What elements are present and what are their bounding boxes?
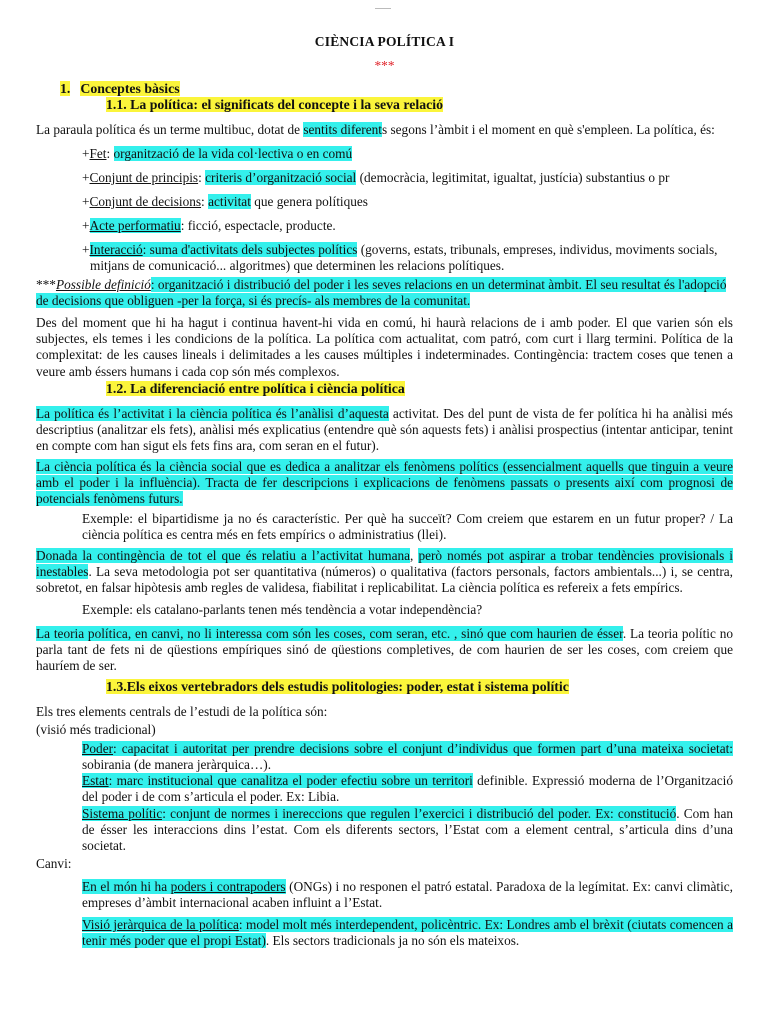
heading-1-1-text: La política: el significats del concepte i la seva relació [130,97,443,112]
item-visio-jerarquica: Visió jeràrquica de la política: model molt més interdependent, policèntric. Ex: Londres amb el brèxit (ciutats comencen a tenir més poder que el propi Estat). Els sectors tradicionals ja no són els mateixos. [82,917,733,949]
heading-section-1-2 [106,381,706,397]
item-estat: Estat: marc institucional que canalitza el poder efectiu sobre un territori definible. Expressió moderna de l’Organització del poder i de com s’articula el poder. Ex: Libia. [82,773,733,805]
heading-section-1-1 [106,97,706,113]
paragraph-tres-elements: Els tres elements centrals de l’estudi de la política són: [36,704,328,719]
heading-1-2-text: La diferenciació entre política i ciència política [130,381,405,396]
item-poders-contrapoders: En el món hi ha poders i contrapoders (ONGs) i no responen el patró estatal. Paradoxa de la legímitat. Ex: canvi climàtic, empreses d’àmbit internacional acaben influint a l’Estat. [82,879,733,911]
page-top-rule [375,8,391,9]
paragraph-teoria-politica: La teoria política, en canvi, no li interessa com són les coses, com seran, etc. , sinó que com haurien de ésser. La teoria polític no parla tant de fets ni de qüestions empíriques sinó de qüestions completives, de com haurien de ser les coses, com creiem que hauríem de ser. [36,626,734,674]
list-item-acte: +Acte performatiu: ficció, espectacle, producte. [82,218,336,233]
title-ornament: *** [374,58,395,73]
paragraph-canvi: Canvi: [36,856,72,871]
paragraph-exemple-bipartidisme: Exemple: el bipartidisme ja no és característic. Per què ha succeït? Com creiem que estarem en un futur proper? / La ciència política es centra més en fets empírics o administratius (llei). [82,511,733,543]
paragraph-possible-definicio: ***Possible definició: organització i distribució del poder i les seves relacions en un determinat àmbit. El seu resultat és l'adopció de decisions que obliguen -per la força, si és precís- als membres de la comunitat. [36,277,727,309]
item-sistema-politic: Sistema polític: conjunt de normes i inereccions que regulen l’exercici i distribució del poder. Ex: constitució. Com han de ésser les interaccions dins l’estat. Com els diferents sectors, l’Estat com a element central, s’articula dins d’una societat. [82,806,733,854]
heading-1-number: 1. [60,81,71,96]
heading-1-3-number: 1.3. [106,679,127,694]
list-item-fet: +Fet: organització de la vida col·lectiva o en comú [82,146,353,161]
paragraph-exemple-independencia: Exemple: els catalano-parlants tenen més tendència a votar independència? [82,602,483,617]
paragraph-intro: La paraula política és un terme multibuc, dotat de sentits diferents segons l’àmbit i el moment en què s'empleen. La política, és: [36,122,715,137]
paragraph-visio-tradicional: (visió més tradicional) [36,722,156,737]
heading-section-1 [60,81,660,97]
list-item-decisions: +Conjunt de decisions: activitat que genera polítiques [82,194,368,209]
heading-1-2-number: 1.2. [106,381,127,396]
paragraph-complexitat: Des del moment que hi ha hagut i continua havent-hi vida en comú, hi haurà relacions de i amb poder. El que varien són els subjectes, els temes i les condicions de la política. La política com actualitat, com patró, com curt i llarg termini. Política de la complexitat: de les causes lineals i delimitades a les causes múltiples i indeterminades. Contingència: tractem coses que tenen a veure amb éssers humans i cada cop són més complexos. [36,315,733,379]
heading-section-1-3 [106,679,726,695]
heading-1-1-number: 1.1. [106,97,127,112]
list-item-principis: +Conjunt de principis: criteris d’organització social (democràcia, legitimitat, igualtat, justícia) substantius o pr [82,170,670,185]
item-poder: Poder: capacitat i autoritat per prendre decisions sobre el conjunt d’individus que formen part d’una mateixa societat: sobirania (de manera jeràrquica…). [82,741,733,773]
document-title: CIÈNCIA POLÍTICA I [314,34,455,49]
list-item-interaccio: +Interacció: suma d'activitats dels subjectes polítics (governs, estats, tribunals, empreses, individus, moviments socials, mitjans de comunicació... algoritmes) que determinen les relacions polítiques. [82,242,718,274]
heading-1-text: Conceptes bàsics [80,81,180,96]
paragraph-diferenciacio: La política és l’activitat i la ciència política és l’anàlisi d’aquesta activitat. Des del punt de vista de fer política hi ha anàlisi més descriptius (analitzar els fets), anàlisi més explicatius (entendre què són aquests fets) i anàlisi prospectius (intentar anticipar, tenint en compte com han sigut els fets fins ara, com seran en el futur). [36,406,733,454]
paragraph-contingencia: Donada la contingència de tot el que és relatiu a l’activitat humana, però només pot aspirar a trobar tendències provisionals i inestables. La seva metodologia pot ser quantitativa (números) o qualitativa (factors personals, factors ambientals...) i, se centra, sobretot, en falsar hipòtesis amb regles de validesa, fiabilitat i replicabilitat. La ciència política es refereix a fets empírics. [36,548,734,596]
paragraph-ciencia-politica: La ciència política és la ciència social que es dedica a analitzar els fenòmens polítics (essencialment aquells que tinguin a veure amb el poder i la influència). Tracta de fer descripcions i explicacions de fenòmens passats o presents així com prognosi de potencials fenòmens futurs. [36,459,733,507]
heading-1-3-text: Els eixos vertebradors dels estudis politologies: poder, estat i sistema polític [126,679,569,694]
